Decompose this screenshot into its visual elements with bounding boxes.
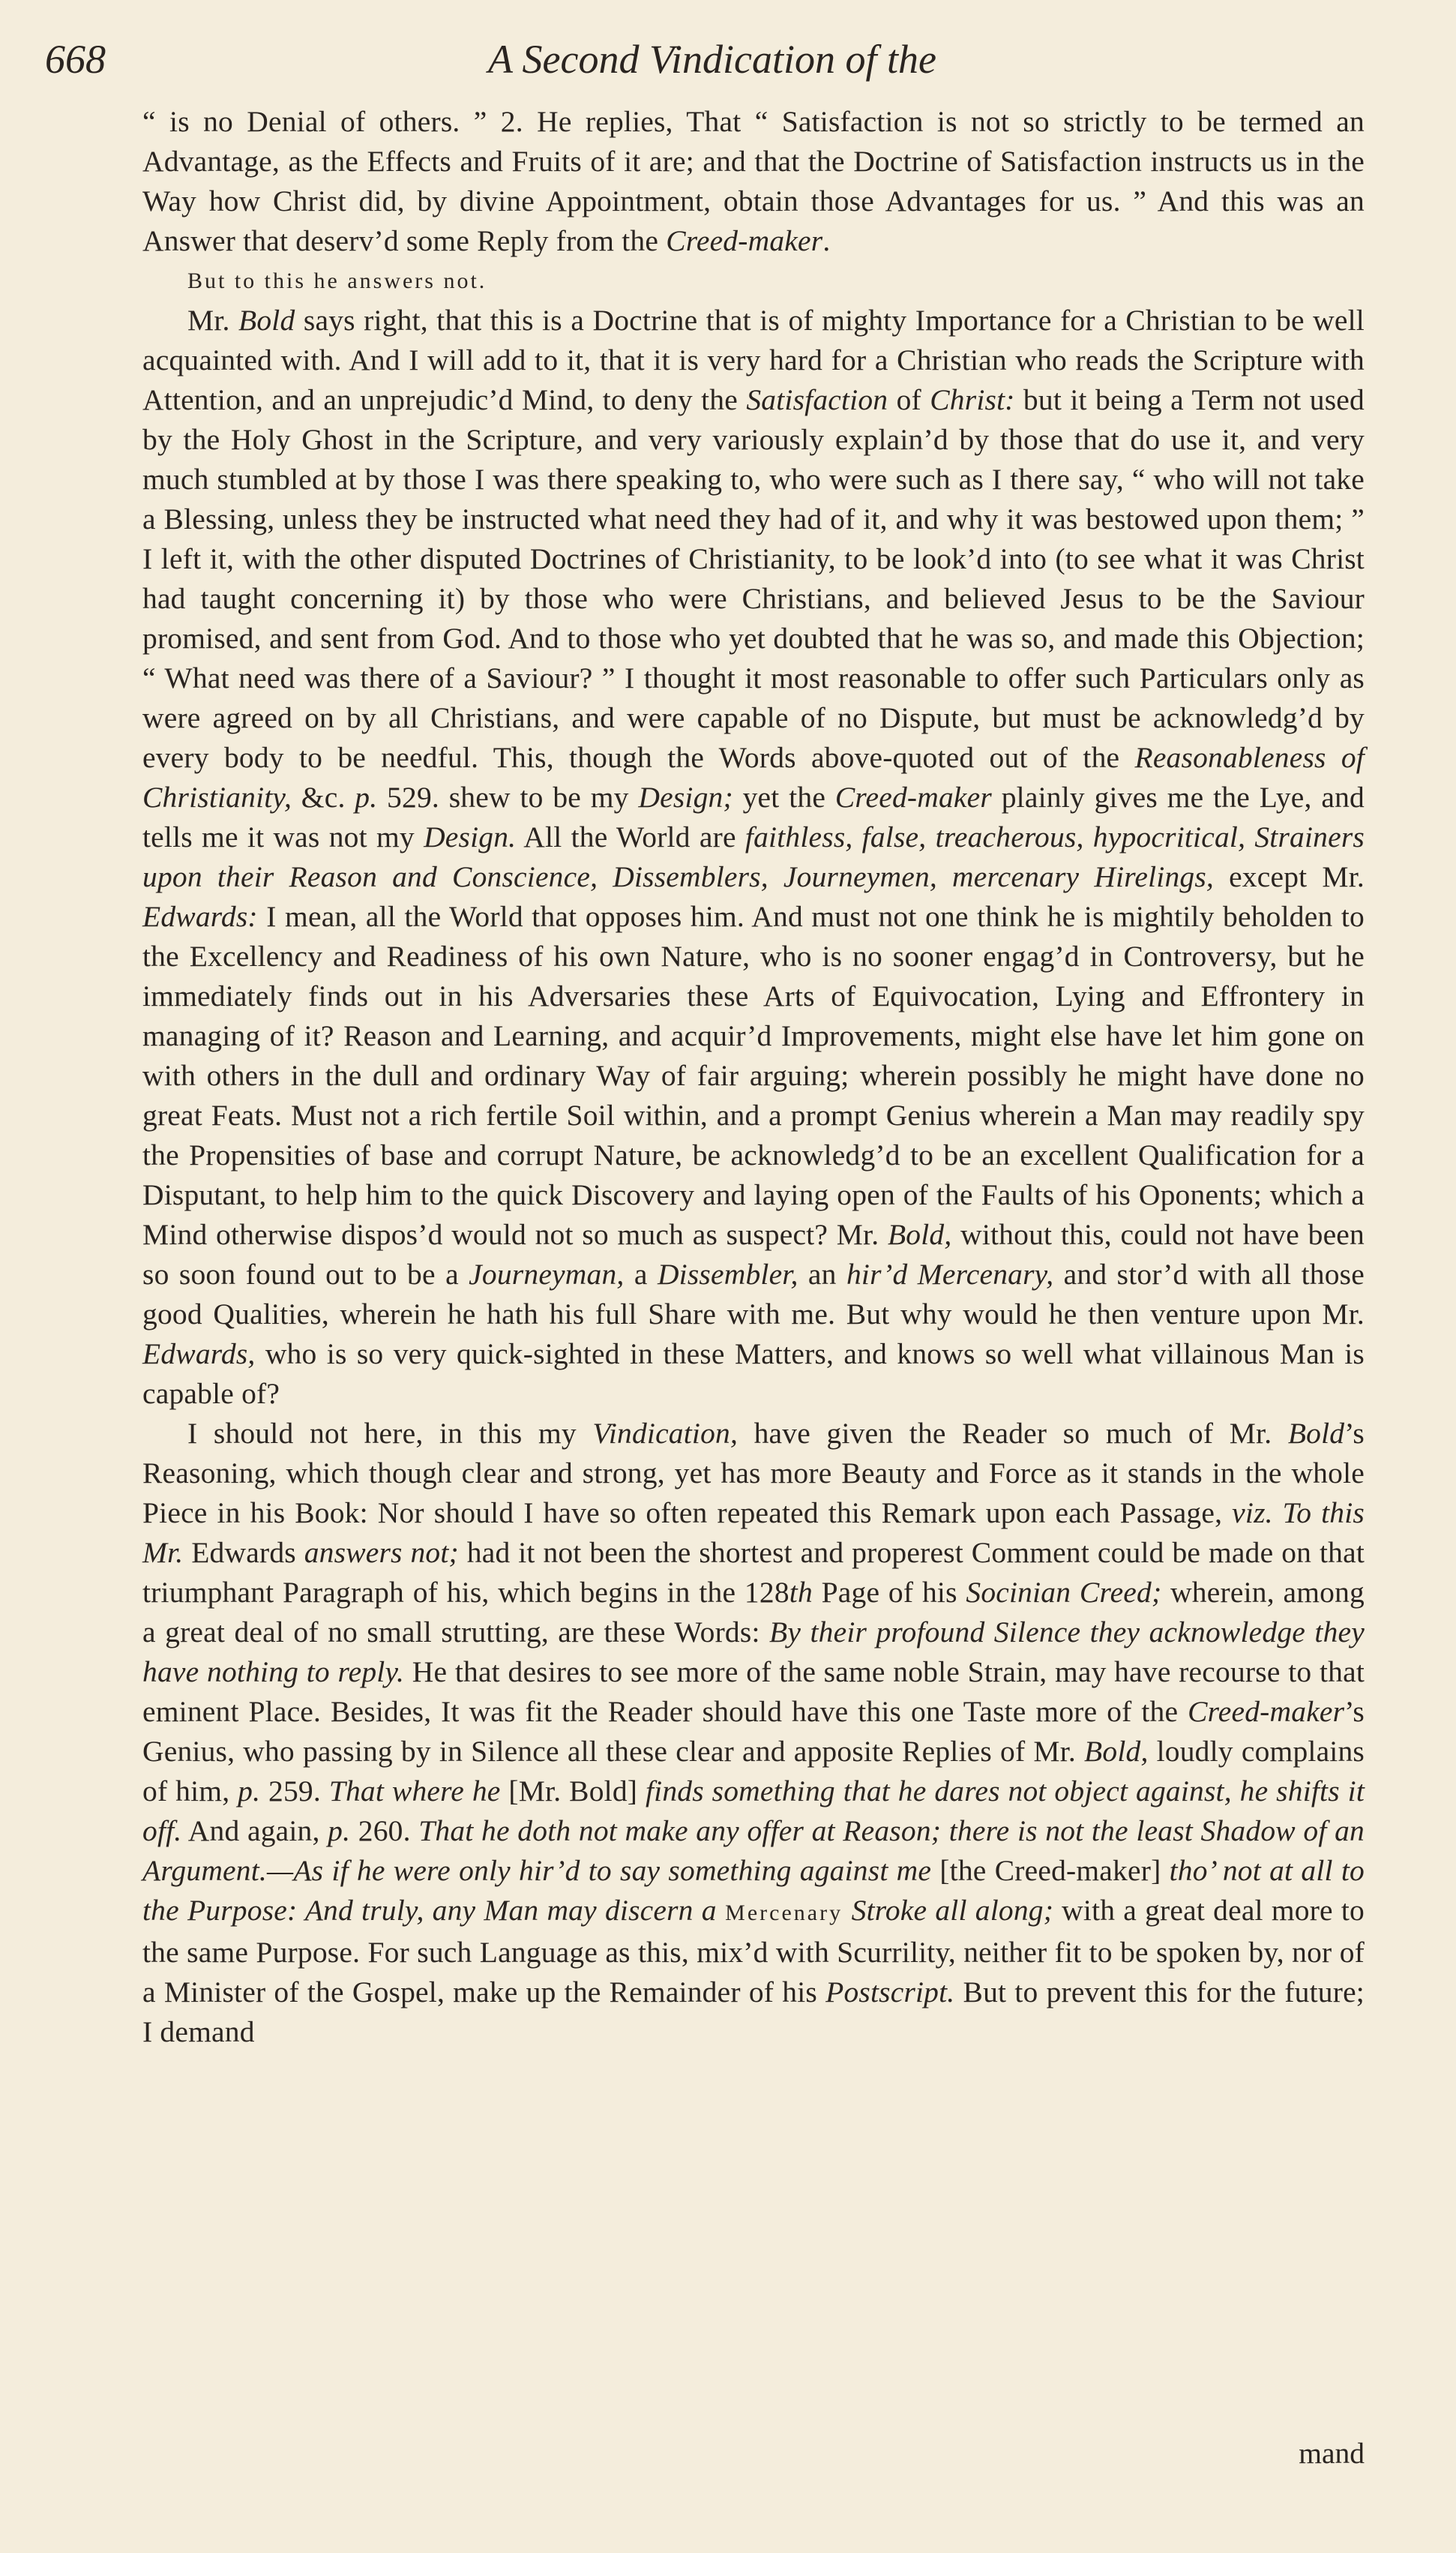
- page-number: 668: [45, 37, 106, 82]
- paragraph-1: “ is no Denial of others. ” 2. He replies, That “ Satisfaction is not so strictly to be termed an Advantage, as the Effects and Fruits of it are; and that the Doctrine of Satisfaction instructs us in the Way how Christ did, by divine Appointment, obtain those Advantages for us. ” And this was an Answer that deserv’d some Reply from the Creed-maker.: [142, 105, 1365, 257]
- running-title: A Second Vindication of the: [488, 37, 936, 82]
- paragraph-3: Mr. Bold says right, that this is a Doctrine that is of mighty Importance for a Christian to be well acquainted with. And I will add to it, that it is very hard for a Christian who reads the Scripture with Attention, and an unprejudic’d Mind, to deny the Satisfaction of Christ: but it being a Term not used by the Holy Ghost in the Scripture, and very variously explain’d by those that do use it, and very much stumbled at by those I was there speaking to, who were such as I there say, “ who will not take a Blessing, unless they be instructed what need they had of it, and why it was bestowed upon them; ” I left it, with the other disputed Doctrines of Christianity, to be look’d into (to see what it was Christ had taught concerning it) by those who were Christians, and believed Jesus to be the Saviour promised, and sent from God. And to those who yet doubted that he was so, and made this Objection; “ What need was there of a Saviour? ” I thought it most reasonable to offer such Particulars only as were agreed on by all Christians, and were capable of no Dispute, but must be acknowledg’d by every body to be needful. This, though the Words above-quoted out of the Reasonableness of Christianity, &c. p. 529. shew to be my Design; yet the Creed-maker plainly gives me the Lye, and tells me it was not my Design. All the World are faithless, false, treacherous, hypocritical, Strainers upon their Reason and Conscience, Dissemblers, Journeymen, mercenary Hirelings, except Mr. Edwards: I mean, all the World that opposes him. And must not one think he is mightily beholden to the Excellency and Readiness of his own Nature, who is no sooner engag’d in Controversy, but he immediately finds out in his Adversaries these Arts of Equivocation, Lying and Effrontery in managing of it? Reason and Learning, and acquir’d Improvements, might else have let him gone on with others in the dull and ordinary Way of fair arguing; wherein possibly he might have done no great Feats. Must not a rich fertile Soil within, and a prompt Genius wherein a Man may readily spy the Propensities of base and corrupt Nature, be acknowledg’d to be an excellent Qualification for a Disputant, to help him to the quick Discovery and laying open of the Faults of his Oponents; which a Mind otherwise dispos’d would not so much as suspect? Mr. Bold, without this, could not have been so soon found out to be a Journeyman, a Dissembler, an hir’d Mercenary, and stor’d with all those good Qualities, wherein he hath his full Share with me. But why would he then venture upon Mr. Edwards, who is so very quick-sighted in these Matters, and knows so well what villainous Man is capable of?: [142, 304, 1365, 1410]
- page-header: [45, 36, 1380, 88]
- paragraph-4: I should not here, in this my Vindication, have given the Reader so much of Mr. Bold’s Reasoning, which though clear and strong, yet has more Beauty and Force as it stands in the whole Piece in his Book: Nor should I have so often repeated this Remark upon each Passage, viz. To this Mr. Edwards answers not; had it not been the shortest and properest Comment could be made on that triumphant Paragraph of his, which begins in the 128th Page of his Socinian Creed; wherein, among a great deal of no small strutting, are these Words: By their profound Silence they acknowledge they have nothing to reply. He that desires to see more of the same noble Strain, may have recourse to that eminent Place. Besides, It was fit the Reader should have this one Taste more of the Creed-maker’s Genius, who passing by in Silence all these clear and apposite Replies of Mr. Bold, loudly complains of him, p. 259. That where he [Mr. Bold] finds something that he dares not object against, he shifts it off. And again, p. 260. That he doth not make any offer at Reason; there is not the least Shadow of an Argument.—As if he were only hir’d to say something against me [the Creed-maker] tho’ not at all to the Purpose: And truly, any Man may discern a Mercenary Stroke all along; with a great deal more to the same Purpose. For such Language as this, mix’d with Scurrility, neither fit to be spoken by, nor of a Minister of the Gospel, make up the Remainder of his Postscript. But to prevent this for the future; I demand: [142, 1417, 1365, 2048]
- catchword: mand: [1299, 2437, 1365, 2470]
- paragraph-2: But to this he answers not.: [187, 268, 487, 293]
- body-text: [142, 102, 1365, 2052]
